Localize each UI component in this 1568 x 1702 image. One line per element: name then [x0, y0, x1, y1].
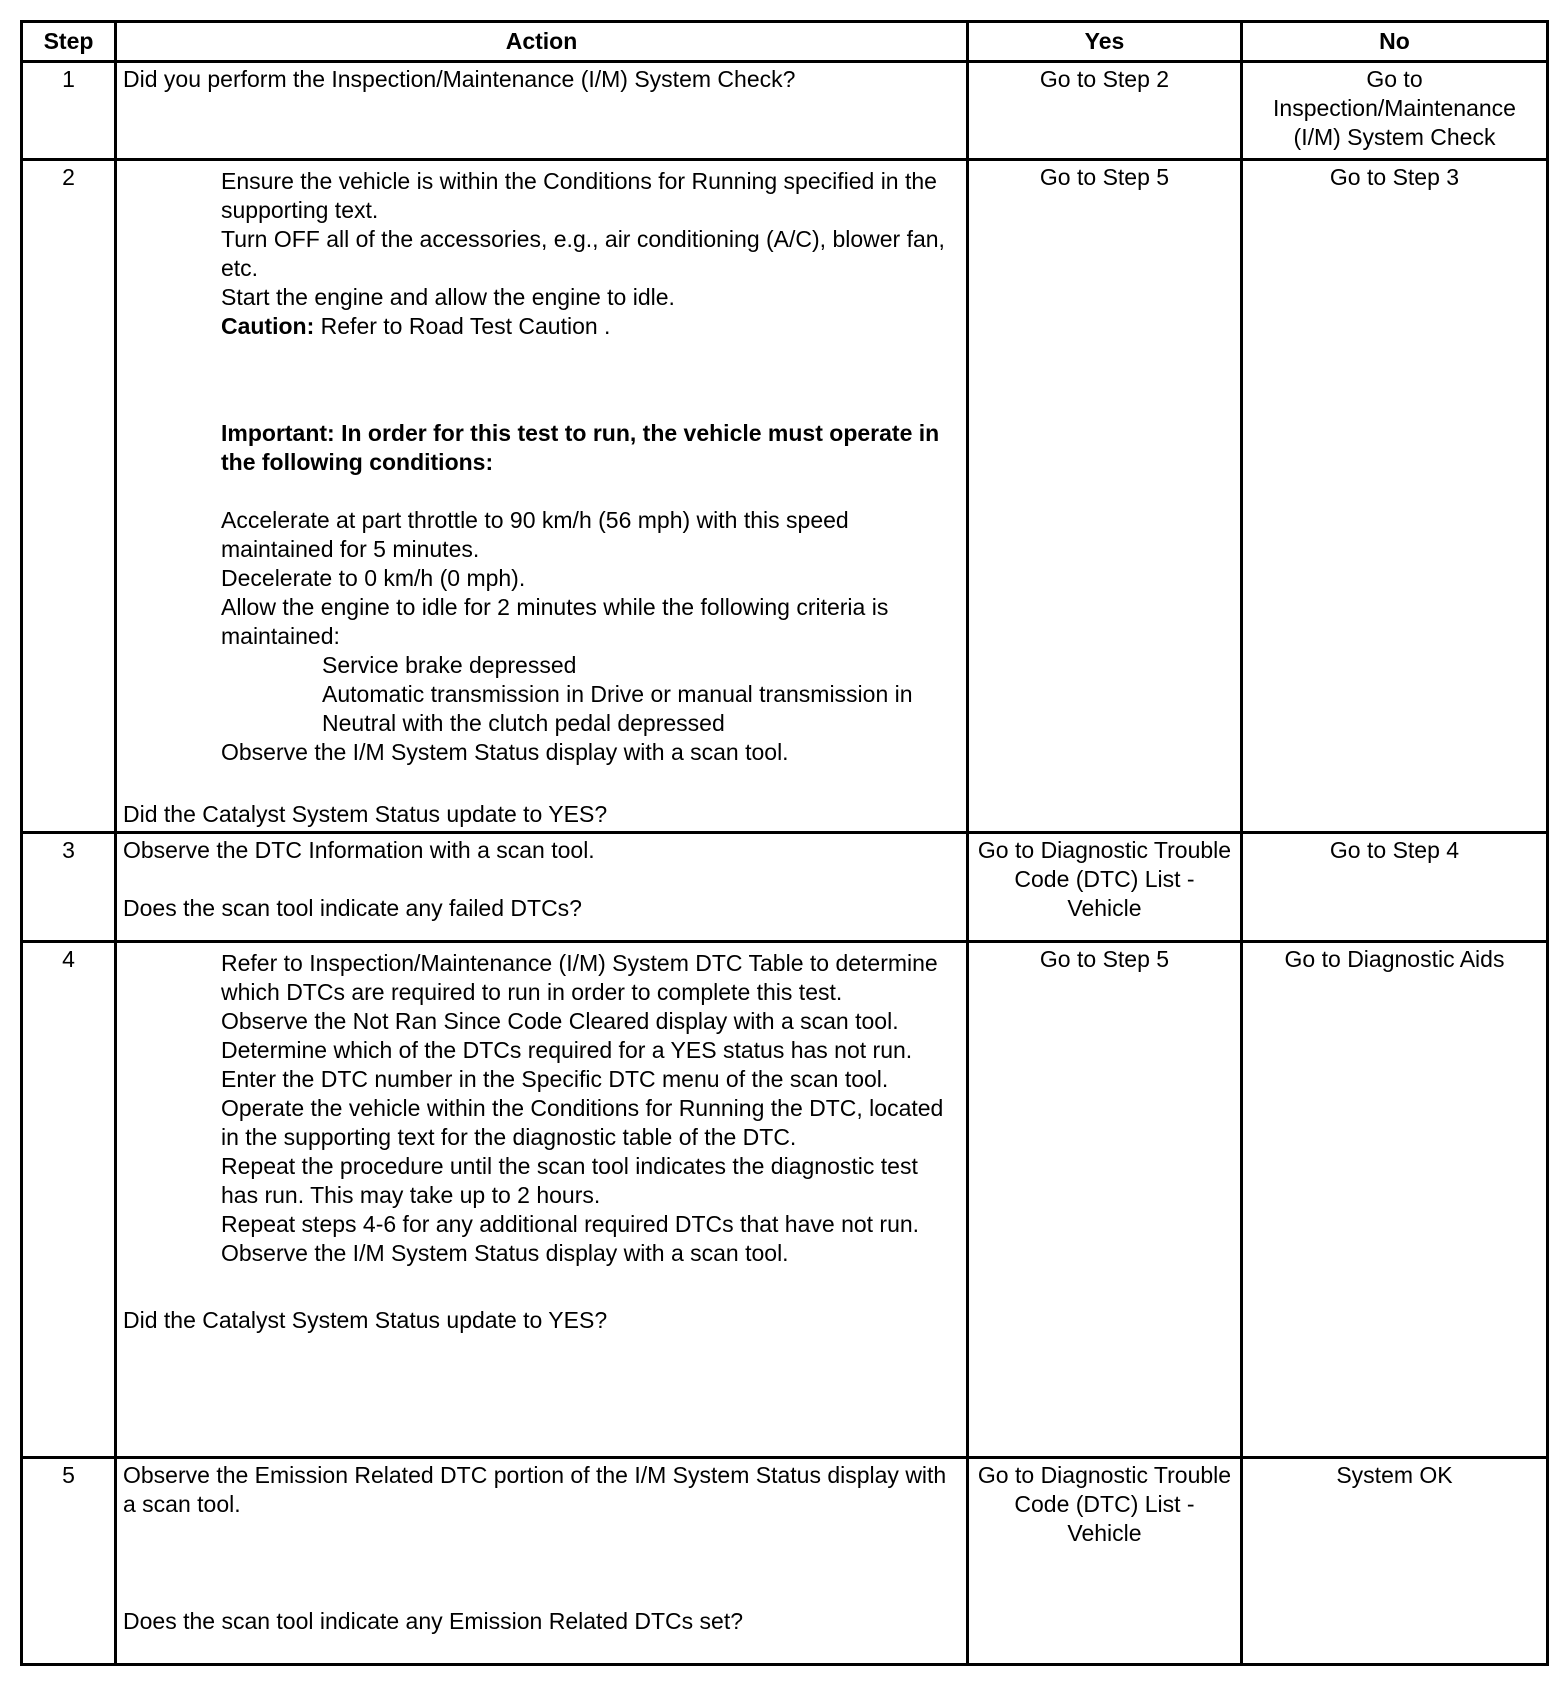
step-number: 3: [22, 833, 116, 942]
action-line: Accelerate at part throttle to 90 km/h (56 mph) with this speed maintained for 5 minutes.: [221, 507, 849, 562]
action-line: Refer to Inspection/Maintenance (I/M) System DTC Table to determine which DTCs are required to run in order to complete this test.: [221, 950, 938, 1005]
header-row: [22, 22, 1548, 62]
important-note: Important: In order for this test to run, the vehicle must operate in the following conditions:: [221, 420, 940, 475]
yes-result: Go to Step 2: [968, 62, 1242, 160]
caution-label: Caution:: [221, 313, 315, 339]
action-line: Start the engine and allow the engine to idle.: [221, 284, 675, 310]
yes-result: Go to Diagnostic Trouble Code (DTC) List - Vehicle: [968, 833, 1242, 942]
step-number: 2: [22, 160, 116, 833]
header-step: Step: [22, 22, 116, 62]
action-line: Decelerate to 0 km/h (0 mph).: [221, 565, 526, 591]
action-cell: [116, 62, 968, 160]
action-cell: [116, 1458, 968, 1665]
caution-note: [123, 312, 960, 341]
header-action: Action: [116, 22, 968, 62]
action-line: Observe the Emission Related DTC portion of the I/M System Status display with a scan tool.: [123, 1462, 947, 1517]
table-row: [22, 160, 1548, 833]
no-result: Go to Diagnostic Aids: [1242, 942, 1548, 1458]
action-line: Repeat the procedure until the scan tool indicates the diagnostic test has run. This may take up to 2 hours.: [221, 1153, 918, 1208]
step-number: 4: [22, 942, 116, 1458]
table-row: [22, 833, 1548, 942]
header-yes: Yes: [968, 22, 1242, 62]
action-line: Observe the I/M System Status display with a scan tool.: [221, 739, 789, 765]
action-line: Observe the Not Ran Since Code Cleared display with a scan tool.: [221, 1008, 899, 1034]
action-cell: [116, 833, 968, 942]
action-subline: Automatic transmission in Drive or manual transmission in Neutral with the clutch pedal depressed: [322, 681, 913, 736]
diagnostic-table: [20, 20, 1549, 1666]
action-question: Did the Catalyst System Status update to YES?: [123, 801, 608, 827]
action-line: Turn OFF all of the accessories, e.g., air conditioning (A/C), blower fan, etc.: [221, 226, 945, 281]
yes-result: Go to Step 5: [968, 942, 1242, 1458]
action-line: Determine which of the DTCs required for a YES status has not run.: [221, 1037, 913, 1063]
no-result: Go to Step 3: [1242, 160, 1548, 833]
action-cell: [116, 942, 968, 1458]
action-line: Operate the vehicle within the Conditions for Running the DTC, located in the supporting text for the diagnostic table of the DTC.: [221, 1095, 944, 1150]
action-line: Allow the engine to idle for 2 minutes while the following criteria is maintained:: [221, 594, 889, 649]
caution-text: Refer to Road Test Caution .: [314, 313, 611, 339]
yes-result: Go to Step 5: [968, 160, 1242, 833]
step-number: 5: [22, 1458, 116, 1665]
action-cell: [116, 160, 968, 833]
yes-result: Go to Diagnostic Trouble Code (DTC) List - Vehicle: [968, 1458, 1242, 1665]
action-question: Does the scan tool indicate any failed DTCs?: [123, 895, 582, 921]
action-question: Did the Catalyst System Status update to YES?: [123, 1307, 608, 1333]
action-line: Observe the I/M System Status display with a scan tool.: [221, 1240, 789, 1266]
table-row: [22, 62, 1548, 160]
action-subline: Service brake depressed: [322, 652, 577, 678]
action-line: Enter the DTC number in the Specific DTC menu of the scan tool.: [221, 1066, 889, 1092]
step-number: 1: [22, 62, 116, 160]
no-result: Go to Inspection/Maintenance (I/M) System Check: [1242, 62, 1548, 160]
header-no: No: [1242, 22, 1548, 62]
table-row: [22, 942, 1548, 1458]
table-row: [22, 1458, 1548, 1665]
action-line: Ensure the vehicle is within the Conditions for Running specified in the supporting text.: [221, 168, 937, 223]
action-question: Does the scan tool indicate any Emission Related DTCs set?: [123, 1608, 744, 1634]
diagnostic-table-container: [20, 20, 1549, 1666]
action-line: Observe the DTC Information with a scan tool.: [123, 837, 595, 863]
action-line: Repeat steps 4-6 for any additional required DTCs that have not run.: [221, 1211, 920, 1237]
no-result: Go to Step 4: [1242, 833, 1548, 942]
no-result: System OK: [1242, 1458, 1548, 1665]
action-question: Did you perform the Inspection/Maintenance (I/M) System Check?: [123, 66, 796, 92]
